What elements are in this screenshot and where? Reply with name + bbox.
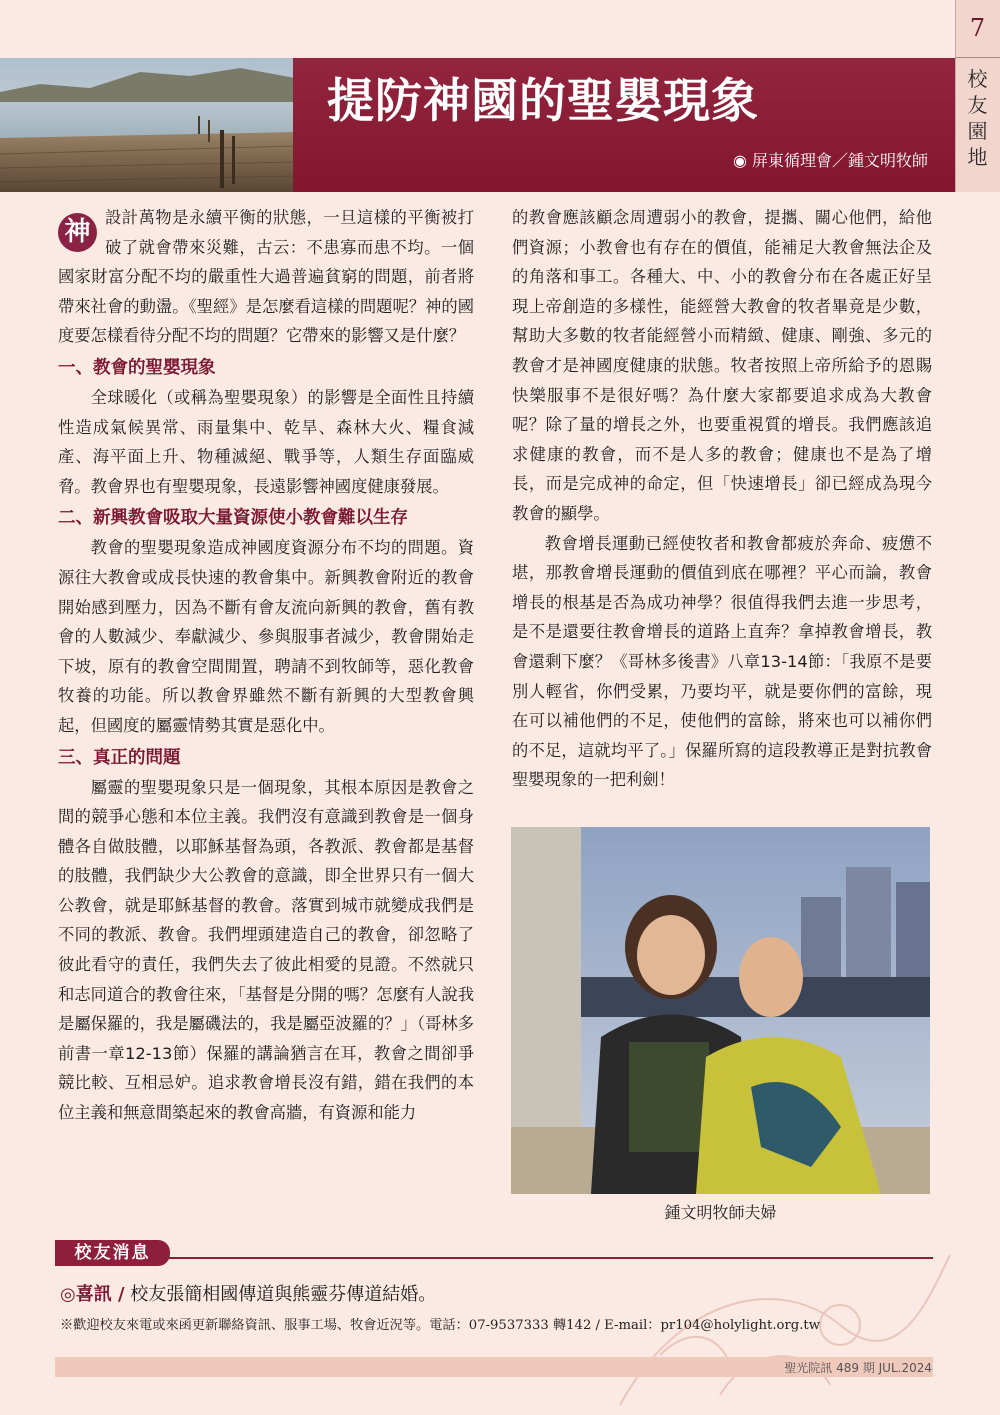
alumni-news-tab: 校友消息 <box>55 1240 170 1266</box>
section-heading-3: 三、真正的問題 <box>58 747 181 768</box>
section-tab-label <box>955 66 1000 170</box>
section-paragraph-3: 屬靈的聖嬰現象只是一個現象，其根本原因是教會之間的競爭心態和本位主義。我們沒有意識到教會是一個身體各自做肢體，以耶穌基督為頭，各教派、教會都是基督的肢體，我們缺少大公教會的意識，即全世界只有一個大公教會，就是耶穌基督的教會。落實到城市就變成我們是不同的教派、教會。我們埋頭建造自己的教會，卻忽略了彼此看守的責任，我們失去了彼此相愛的見證。不然就只和志同道合的教會往來，「基督是分開的嗎？怎麼有人說我是屬保羅的，我是屬磯法的，我是屬亞波羅的？」（哥林多前書一章12-13節）保羅的講論猶言在耳，教會之間卻爭競比較、互相忌妒。追求教會增長沒有錯，錯在我們的本位主義和無意間築起來的教會高牆，有資源和能力 <box>58 777 474 1123</box>
footer-issue: 聖光院訊 489 期 JUL.2024 <box>784 1361 932 1375</box>
dropcap: 神 <box>58 213 97 252</box>
section-tab-char: 園 <box>967 119 988 143</box>
article-title: 提防神國的聖嬰現象 <box>327 74 759 129</box>
section-paragraph-3-continued: 的教會應該顧念周遭弱小的教會，提攜、關心他們，給他們資源；小教會也有存在的價值，能補足大教會無法企及的角落和事工。各種大、中、小的教會分布在各處正好呈現上帝創造的多樣性，能經營大教會的牧者畢竟是少數，幫助大多數的牧者能經營小而精緻、健康、剛強、多元的教會才是神國度健康的狀態。牧者按照上帝所給予的恩賜快樂服事不是很好嗎？為什麼大家都要追求成為大教會呢？除了量的增長之外，也要重視質的增長。我們應該追求健康的教會，而不是人多的教會；健康也不是為了增長，而是完成神的命定，但「快速增長」卻已經成為現今教會的顯學。 <box>512 208 932 523</box>
section-heading-1: 一、教會的聖嬰現象 <box>58 357 216 378</box>
page-number: 7 <box>969 14 986 42</box>
section-paragraph-4: 教會增長運動已經使牧者和教會都疲於奔命、疲憊不堪，那教會增長運動的價值到底在哪裡？平心而論，教會增長的根基是否為成功神學？很值得我們去進一步思考，是不是還要往教會增長的道路上直奔？拿掉教會增長，教會還剩下麼？《哥林多後書》八章13-14節：「我原不是要別人輕省，你們受累，乃要均平，就是要你們的富餘，現在可以補他們的不足，使他們的富餘，將來也可以補你們的不足，這就均平了。」保羅所寫的這段教導正是對抗教會聖嬰現象的一把利劍！ <box>512 533 932 790</box>
right-column <box>512 203 932 795</box>
news-item-text: 校友張簡相國傳道與熊靈芬傳道結婚。 <box>124 1284 437 1305</box>
section-paragraph-1: 全球暖化（或稱為聖嬰現象）的影響是全面性且持續性造成氣候異常、雨量集中、乾旱、森林大火、糧食減產、海平面上升、物種滅絕、戰爭等，人類生存面臨威脅。教會界也有聖嬰現象，長遠影響神國度健康發展。 <box>58 387 474 496</box>
intro-text: 設計萬物是永續平衡的狀態，一旦這樣的平衡被打破了就會帶來災難，古云：不患寡而患不均。一個國家財富分配不均的嚴重性大過普遍貧窮的問題，前者將帶來社會的動盪。《聖經》是怎麼看這樣的問題呢？神的國度要怎樣看待分配不均的問題？它帶來的影響又是什麼？ <box>58 208 474 346</box>
left-column <box>58 203 474 1128</box>
side-tab-divider <box>955 57 1000 58</box>
header-landscape-photo <box>0 58 295 192</box>
news-divider <box>55 1257 933 1259</box>
news-item <box>60 1280 436 1306</box>
section-tab-char: 地 <box>967 145 988 169</box>
article-byline: ◉ 屏東循理會／鍾文明牧師 <box>732 151 928 170</box>
section-heading-2: 二、新興教會吸取大量資源使小教會難以生存 <box>58 508 408 529</box>
contact-notice: ※歡迎校友來電或來函更新聯絡資訊、服事工場、牧會近況等。電話：07-9537333 轉142 / E-mail：pr104@holylight.org.tw <box>60 1318 821 1333</box>
section-tab-char: 友 <box>967 93 988 117</box>
section-tab-char: 校 <box>967 67 988 91</box>
couple-photo <box>511 827 930 1194</box>
photo-caption: 鍾文明牧師夫婦 <box>664 1203 777 1222</box>
news-item-label: ◎喜訊 / <box>60 1284 125 1305</box>
intro-paragraph <box>58 203 474 351</box>
section-paragraph-2: 教會的聖嬰現象造成神國度資源分布不均的問題。資源往大教會或成長快速的教會集中。新興教會附近的教會開始感到壓力，因為不斷有會友流向新興的教會，舊有教會的人數減少、奉獻減少、參與服事者減少，教會開始走下坡，原有的教會空間閒置，聘請不到牧師等，惡化教會牧養的功能。所以教會界雖然不斷有新興的大型教會興起，但國度的屬靈情勢其實是惡化中。 <box>58 538 474 735</box>
